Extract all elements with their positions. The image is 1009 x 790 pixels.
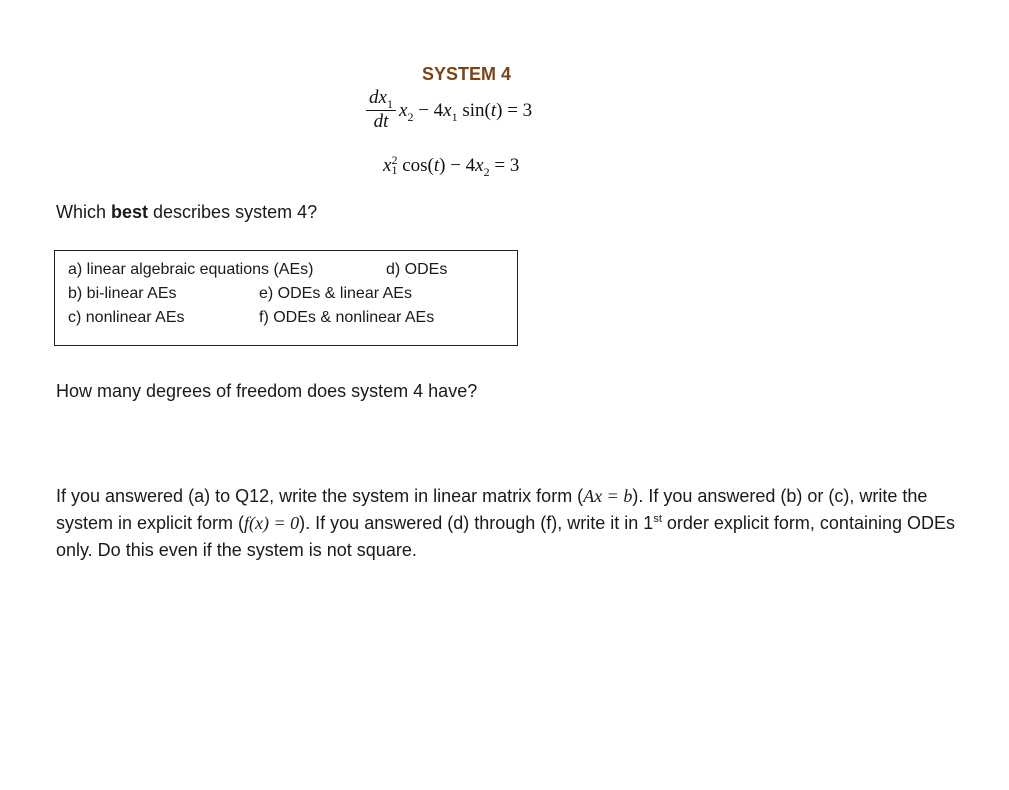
option-f: f) ODEs & nonlinear AEs: [259, 309, 435, 326]
option-b: b) bi-linear AEs: [68, 285, 177, 302]
equation-1-terms: $x_2 - 4x_1$ sin(t) = 3: [399, 100, 533, 124]
system-title: SYSTEM 4: [422, 64, 512, 84]
question-degrees-of-freedom: How many degrees of freedom does system 4 have?: [56, 381, 478, 401]
fraction-denominator: dt: [373, 111, 389, 133]
question-write-system-form: If you answered (a) to Q12, write the system in linear matrix form (Ax = b). If you answered (b) or (c), write the system in explicit form (f(x) = 0). If you answered (d) through (f), write it in 1st order explicit form, containing ODEs only. Do this even if the system is not square.: [56, 486, 955, 560]
answer-choices-box: [54, 250, 518, 346]
option-a: a) linear algebraic equations (AEs): [68, 261, 314, 278]
option-e: e) ODEs & linear AEs: [259, 285, 412, 302]
option-c: c) nonlinear AEs: [68, 309, 185, 326]
equation-2: x 2 1 $\cos(t) - 4x_2 = 3$: [383, 153, 520, 179]
fraction-numerator: $dx_1$: [369, 87, 393, 111]
option-d: d) ODEs: [386, 261, 448, 278]
question-best-describes: Which best describes system 4?: [56, 202, 318, 222]
derivative-fraction: [366, 88, 396, 133]
